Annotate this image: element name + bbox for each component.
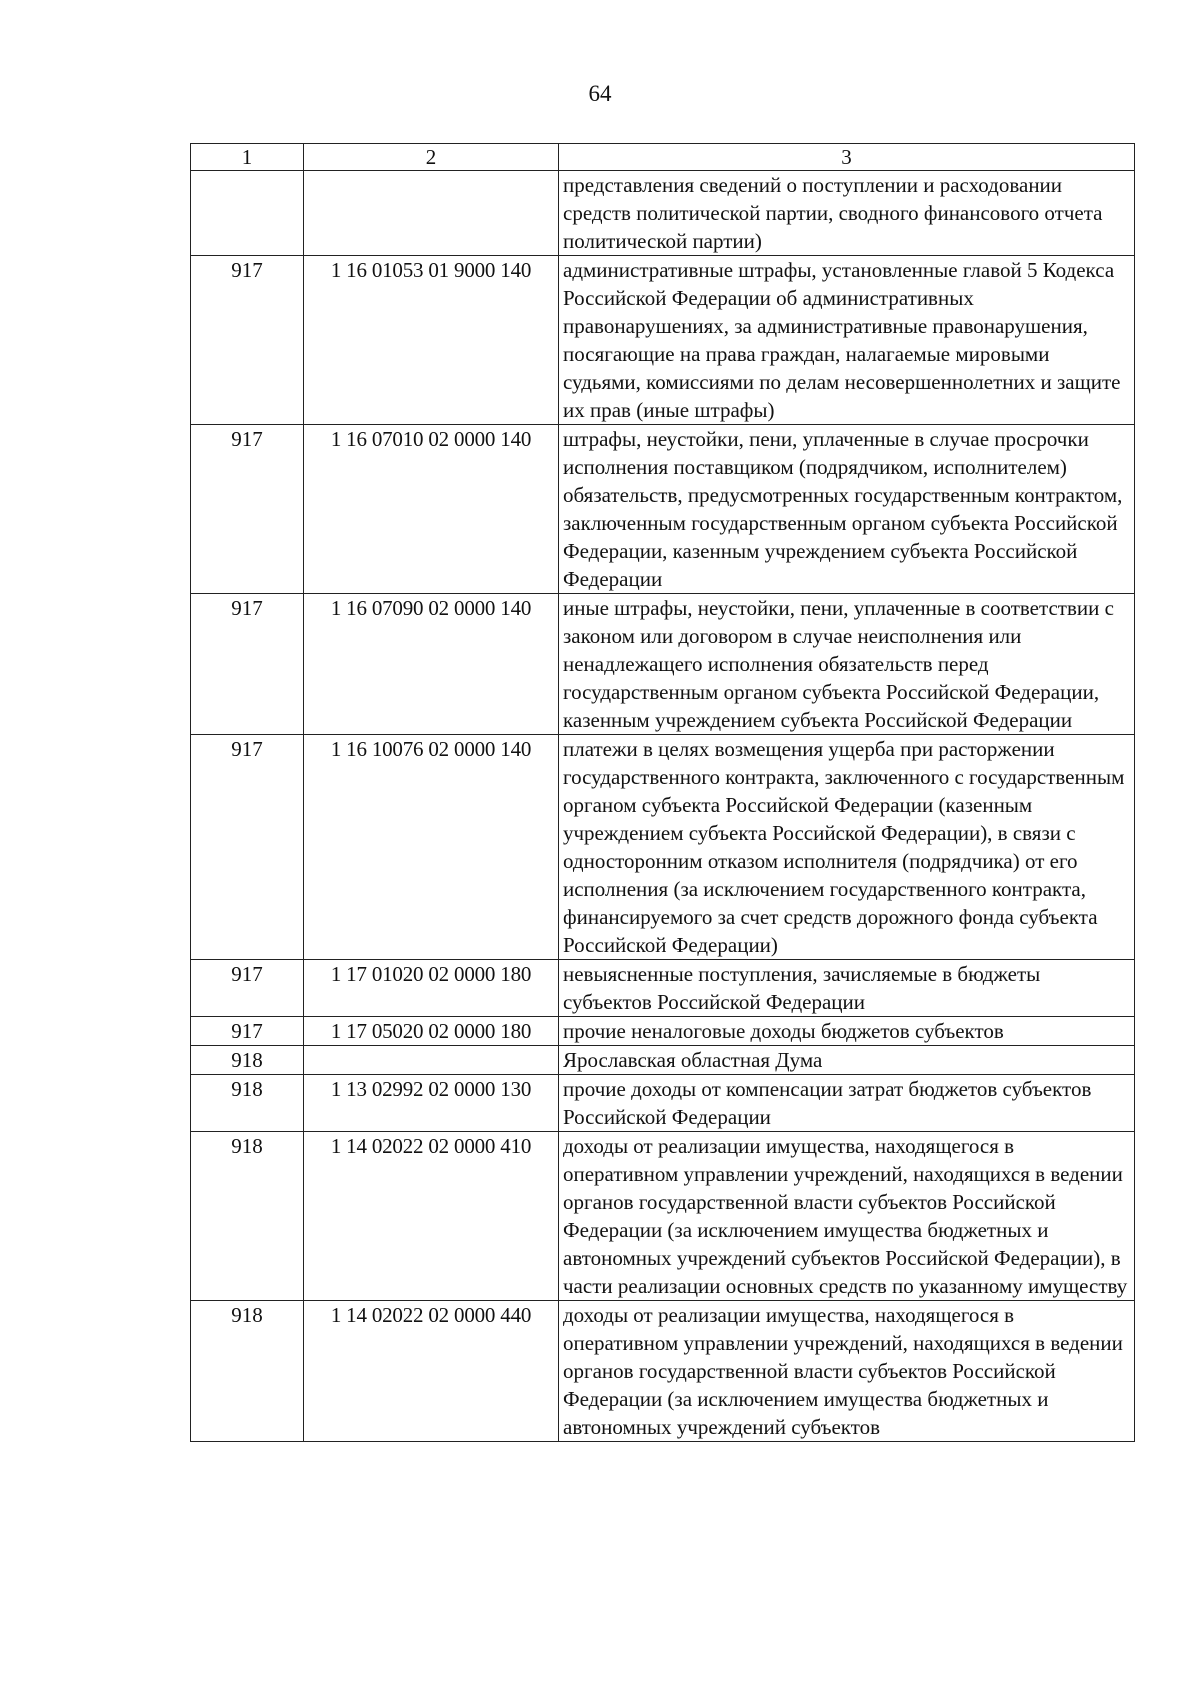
description-cell: доходы от реализации имущества, находящегося в оперативном управлении учреждений, находящихся в ведении органов государственной власти субъектов Российской Федерации (за исключением имущества бюджетных и автономных учреждений субъектов: [559, 1301, 1135, 1442]
description-cell: прочие неналоговые доходы бюджетов субъектов: [559, 1017, 1135, 1046]
revenue-code-cell: 1 16 01053 01 9000 140: [304, 256, 559, 425]
revenue-code-cell: 1 16 07090 02 0000 140: [304, 594, 559, 735]
header-col-3: 3: [559, 144, 1135, 171]
page-number: 64: [588, 81, 612, 106]
description-cell: невыясненные поступления, зачисляемые в бюджеты субъектов Российской Федерации: [559, 960, 1135, 1017]
admin-code-cell: 918: [191, 1046, 304, 1075]
revenue-codes-table: [190, 143, 1135, 1442]
description-cell: штрафы, неустойки, пени, уплаченные в случае просрочки исполнения поставщиком (подрядчиком, исполнителем) обязательств, предусмотренных государственным контрактом, заключенным государственным органом субъекта Российской Федерации, казенным учреждением субъекта Российской Федерации: [559, 425, 1135, 594]
revenue-code-cell: 1 16 10076 02 0000 140: [304, 735, 559, 960]
description-cell: административные штрафы, установленные главой 5 Кодекса Российской Федерации об административных правонарушениях, за административные правонарушения, посягающие на права граждан, налагаемые мировыми судьями, комиссиями по делам несовершеннолетних и защите их прав (иные штрафы): [559, 256, 1135, 425]
description-cell: представления сведений о поступлении и расходовании средств политической партии, сводного финансового отчета политической партии): [559, 171, 1135, 256]
admin-code-cell: 918: [191, 1301, 304, 1442]
table-body: [191, 171, 1135, 1442]
table-row: [191, 594, 1135, 735]
description-cell: платежи в целях возмещения ущерба при расторжении государственного контракта, заключенного с государственным органом субъекта Российской Федерации (казенным учреждением субъекта Российской Федерации), в связи с односторонним отказом исполнителя (подрядчика) от его исполнения (за исключением государственного контракта, финансируемого за счет средств дорожного фонда субъекта Российской Федерации): [559, 735, 1135, 960]
table-row: [191, 256, 1135, 425]
table-row: [191, 171, 1135, 256]
revenue-code-cell: 1 14 02022 02 0000 410: [304, 1132, 559, 1301]
admin-code-cell: 917: [191, 425, 304, 594]
admin-code-cell: 917: [191, 735, 304, 960]
revenue-code-cell: 1 17 05020 02 0000 180: [304, 1017, 559, 1046]
table-row: [191, 1132, 1135, 1301]
admin-code-cell: 918: [191, 1132, 304, 1301]
table-row: [191, 1017, 1135, 1046]
table-row: [191, 425, 1135, 594]
revenue-code-cell: [304, 171, 559, 256]
admin-code-cell: 917: [191, 594, 304, 735]
admin-code-cell: [191, 171, 304, 256]
description-cell: Ярославская областная Дума: [559, 1046, 1135, 1075]
header-row: [191, 144, 1135, 171]
admin-code-cell: 917: [191, 960, 304, 1017]
description-cell: доходы от реализации имущества, находящегося в оперативном управлении учреждений, находящихся в ведении органов государственной власти субъектов Российской Федерации (за исключением имущества бюджетных и автономных учреждений субъектов Российской Федерации), в части реализации основных средств по указанному имуществу: [559, 1132, 1135, 1301]
revenue-code-cell: 1 16 07010 02 0000 140: [304, 425, 559, 594]
table-row: [191, 1301, 1135, 1442]
table-row: [191, 960, 1135, 1017]
table-row: [191, 1046, 1135, 1075]
admin-code-cell: 917: [191, 256, 304, 425]
revenue-code-cell: [304, 1046, 559, 1075]
table-row: [191, 735, 1135, 960]
revenue-code-cell: 1 13 02992 02 0000 130: [304, 1075, 559, 1132]
table-row: [191, 1075, 1135, 1132]
description-cell: иные штрафы, неустойки, пени, уплаченные в соответствии с законом или договором в случае неисполнения или ненадлежащего исполнения обязательств перед государственным органом субъекта Российской Федерации, казенным учреждением субъекта Российской Федерации: [559, 594, 1135, 735]
header-col-1: 1: [191, 144, 304, 171]
header-col-2: 2: [304, 144, 559, 171]
table-header: [191, 144, 1135, 171]
admin-code-cell: 918: [191, 1075, 304, 1132]
description-cell: прочие доходы от компенсации затрат бюджетов субъектов Российской Федерации: [559, 1075, 1135, 1132]
admin-code-cell: 917: [191, 1017, 304, 1046]
revenue-code-cell: 1 14 02022 02 0000 440: [304, 1301, 559, 1442]
revenue-code-cell: 1 17 01020 02 0000 180: [304, 960, 559, 1017]
